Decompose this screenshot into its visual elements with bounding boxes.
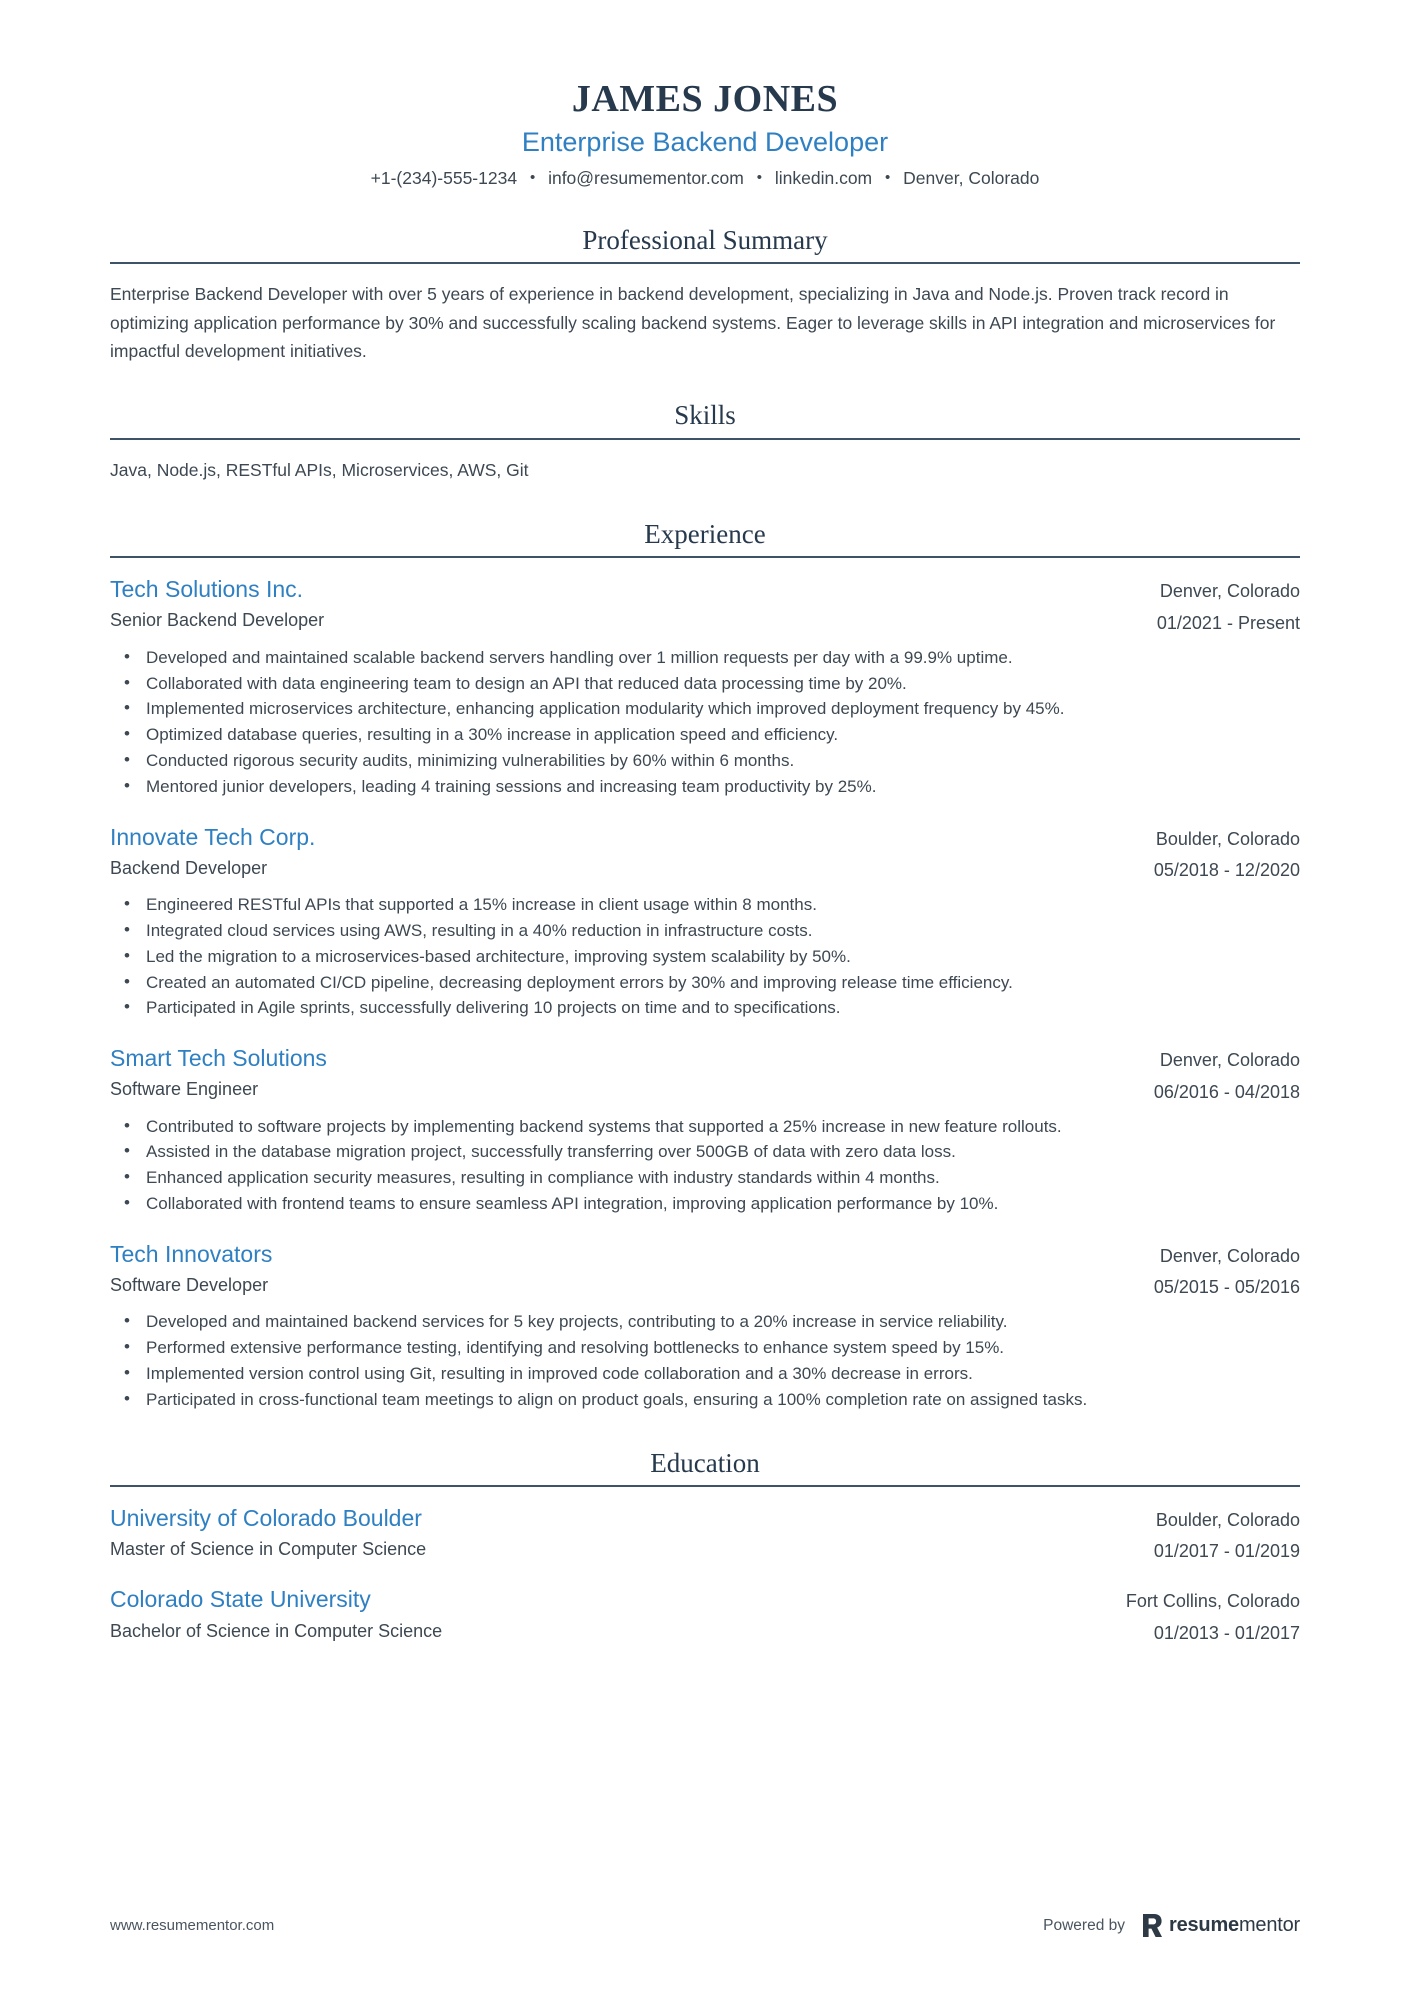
section-education xyxy=(110,1447,1300,1646)
section-skills xyxy=(110,399,1300,484)
section-divider xyxy=(110,262,1300,264)
experience-location: Denver, Colorado xyxy=(1159,581,1300,602)
education-entry-head xyxy=(110,1503,1300,1564)
experience-dates: 05/2018 - 12/2020 xyxy=(1153,860,1300,881)
contact-separator-icon: • xyxy=(529,169,536,187)
experience-dates: 05/2015 - 05/2016 xyxy=(1153,1277,1300,1298)
resumementor-r-mark-icon xyxy=(1143,1914,1162,1937)
experience-role: Software Developer xyxy=(110,1275,269,1296)
education-degree: Master of Science in Computer Science xyxy=(110,1539,427,1560)
resumementor-wordmark xyxy=(1169,1914,1300,1937)
education-entry-right xyxy=(1130,1508,1300,1564)
skills-text: Java, Node.js, RESTful APIs, Microservices, AWS, Git xyxy=(110,459,529,480)
candidate-name: JAMES JONES xyxy=(571,78,839,120)
bullet-item: • Contributed to software projects by implementing backend systems that supported a 25% increase in new feature rollouts. xyxy=(110,1114,1300,1140)
experience-entry-right xyxy=(1130,1048,1300,1104)
education-dates: 01/2013 - 01/2017 xyxy=(1153,1622,1300,1643)
experience-location: Denver, Colorado xyxy=(1159,1245,1300,1266)
experience-entry-left xyxy=(110,574,1133,633)
experience-entry-right xyxy=(1133,579,1300,635)
brand-bold-part: resume xyxy=(1169,1914,1239,1936)
experience-bullets xyxy=(110,892,1300,1021)
section-divider xyxy=(110,1485,1300,1487)
education-location: Fort Collins, Colorado xyxy=(1125,1591,1300,1612)
education-dates: 01/2017 - 01/2019 xyxy=(1153,1541,1300,1562)
section-title-education: Education xyxy=(650,1447,760,1478)
bullet-item: • Performed extensive performance testing, identifying and resolving bottlenecks to enhance system speed by 15%. xyxy=(110,1335,1300,1361)
section-professional-summary xyxy=(110,224,1300,365)
education-school: University of Colorado Boulder xyxy=(110,1505,422,1532)
section-divider xyxy=(110,438,1300,440)
experience-entry-left xyxy=(110,1043,1130,1102)
education-entry-right xyxy=(1102,1589,1300,1645)
experience-dates: 06/2016 - 04/2018 xyxy=(1153,1081,1300,1102)
bullet-item: • Collaborated with data engineering team to design an API that reduced data processing time by 20%. xyxy=(110,671,1300,697)
bullet-item: • Implemented version control using Git, resulting in improved code collaboration and a 30% decrease in errors. xyxy=(110,1361,1300,1387)
experience-company: Tech Solutions Inc. xyxy=(110,576,304,603)
contact-phone: +1-(234)-555-1234 xyxy=(370,168,518,189)
experience-entry-head xyxy=(110,1239,1300,1300)
bullet-item: • Assisted in the database migration project, successfully transferring over 500GB of data with zero data loss. xyxy=(110,1139,1300,1165)
experience-bullets xyxy=(110,645,1300,800)
experience-entry xyxy=(110,574,1300,799)
education-entry-head xyxy=(110,1584,1300,1645)
bullet-item: • Integrated cloud services using AWS, resulting in a 40% reduction in infrastructure costs. xyxy=(110,918,1300,944)
footer-website-url[interactable]: www.resumementor.com xyxy=(110,1917,275,1934)
experience-company: Innovate Tech Corp. xyxy=(110,823,316,850)
bullet-item: • Developed and maintained backend services for 5 key projects, contributing to a 20% increase in service reliability. xyxy=(110,1309,1300,1335)
footer-branding xyxy=(1043,1914,1300,1937)
experience-entry-head xyxy=(110,822,1300,883)
bullet-item: • Engineered RESTful APIs that supported a 15% increase in client usage within 8 months. xyxy=(110,892,1300,918)
experience-entry-left xyxy=(110,822,1130,881)
experience-entry xyxy=(110,1239,1300,1413)
powered-by-label: Powered by xyxy=(1043,1916,1125,1934)
experience-location: Boulder, Colorado xyxy=(1155,828,1300,849)
education-entry xyxy=(110,1503,1300,1564)
bullet-item: • Mentored junior developers, leading 4 training sessions and increasing team productivity by 25%. xyxy=(110,774,1300,800)
bullet-item: • Enhanced application security measures, resulting in compliance with industry standards within 4 months. xyxy=(110,1165,1300,1191)
brand-light-part: mentor xyxy=(1238,1914,1300,1936)
bullet-item: • Created an automated CI/CD pipeline, decreasing deployment errors by 30% and improving release time efficiency. xyxy=(110,970,1300,996)
resume-header xyxy=(110,0,1300,190)
experience-entry-right xyxy=(1130,1244,1300,1300)
summary-text: Enterprise Backend Developer with over 5 years of experience in backend development, specializing in Java and Node.js. Proven track record in optimizing application performance by 30% and successfully scaling backend systems. Eager to leverage skills in API integration and microservices for impactful development initiatives. xyxy=(110,284,1276,361)
experience-bullets xyxy=(110,1114,1300,1217)
experience-role: Senior Backend Developer xyxy=(110,610,325,631)
bullet-item: • Collaborated with frontend teams to ensure seamless API integration, improving application performance by 10%. xyxy=(110,1191,1300,1217)
bullet-item: • Led the migration to a microservices-based architecture, improving system scalability by 50%. xyxy=(110,944,1300,970)
contact-separator-icon: • xyxy=(756,169,762,187)
bullet-item: • Participated in cross-functional team meetings to align on product goals, ensuring a 100% completion rate on assigned tasks. xyxy=(110,1387,1300,1413)
resumementor-logo xyxy=(1143,1914,1300,1937)
education-entry xyxy=(110,1584,1300,1645)
experience-entry xyxy=(110,822,1300,1022)
education-entry-left xyxy=(110,1503,1130,1562)
education-entry-left xyxy=(110,1584,1102,1643)
education-degree: Bachelor of Science in Computer Science xyxy=(110,1620,443,1641)
bullet-item: • Developed and maintained scalable backend servers handling over 1 million requests per day with a 99.9% uptime. xyxy=(110,645,1300,671)
experience-entry xyxy=(110,1043,1300,1217)
contact-linkedin[interactable]: linkedin.com xyxy=(774,168,873,189)
page-footer xyxy=(110,1914,1300,1937)
experience-location: Denver, Colorado xyxy=(1159,1050,1300,1071)
experience-entry-head xyxy=(110,1043,1300,1104)
section-divider xyxy=(110,556,1300,558)
experience-role: Backend Developer xyxy=(110,857,268,878)
education-school: Colorado State University xyxy=(110,1586,371,1613)
bullet-item: • Implemented microservices architecture, enhancing application modularity which improved deployment frequency by 45%. xyxy=(110,696,1300,722)
section-title-skills: Skills xyxy=(674,400,736,431)
contact-separator-icon: • xyxy=(885,169,891,187)
contact-location: Denver, Colorado xyxy=(903,168,1040,189)
candidate-job-title: Enterprise Backend Developer xyxy=(521,126,889,157)
experience-entry-left xyxy=(110,1239,1130,1298)
bullet-item: • Conducted rigorous security audits, minimizing vulnerabilities by 60% within 6 months. xyxy=(110,748,1300,774)
section-title-experience: Experience xyxy=(644,518,766,549)
bullet-item: • Participated in Agile sprints, successfully delivering 10 projects on time and to specifications. xyxy=(110,995,1300,1021)
experience-company: Smart Tech Solutions xyxy=(110,1045,327,1072)
experience-entry-right xyxy=(1130,827,1300,883)
section-experience xyxy=(110,518,1300,1413)
experience-entry-head xyxy=(110,574,1300,635)
section-title-summary: Professional Summary xyxy=(582,224,828,255)
contact-line xyxy=(110,167,1300,190)
education-location: Boulder, Colorado xyxy=(1155,1510,1300,1531)
contact-email[interactable]: info@resumementor.com xyxy=(548,168,744,189)
experience-bullets xyxy=(110,1309,1300,1412)
experience-company: Tech Innovators xyxy=(110,1240,273,1267)
experience-dates: 01/2021 - Present xyxy=(1156,612,1300,633)
bullet-item: • Optimized database queries, resulting in a 30% increase in application speed and efficiency. xyxy=(110,722,1300,748)
experience-role: Software Engineer xyxy=(110,1079,259,1100)
